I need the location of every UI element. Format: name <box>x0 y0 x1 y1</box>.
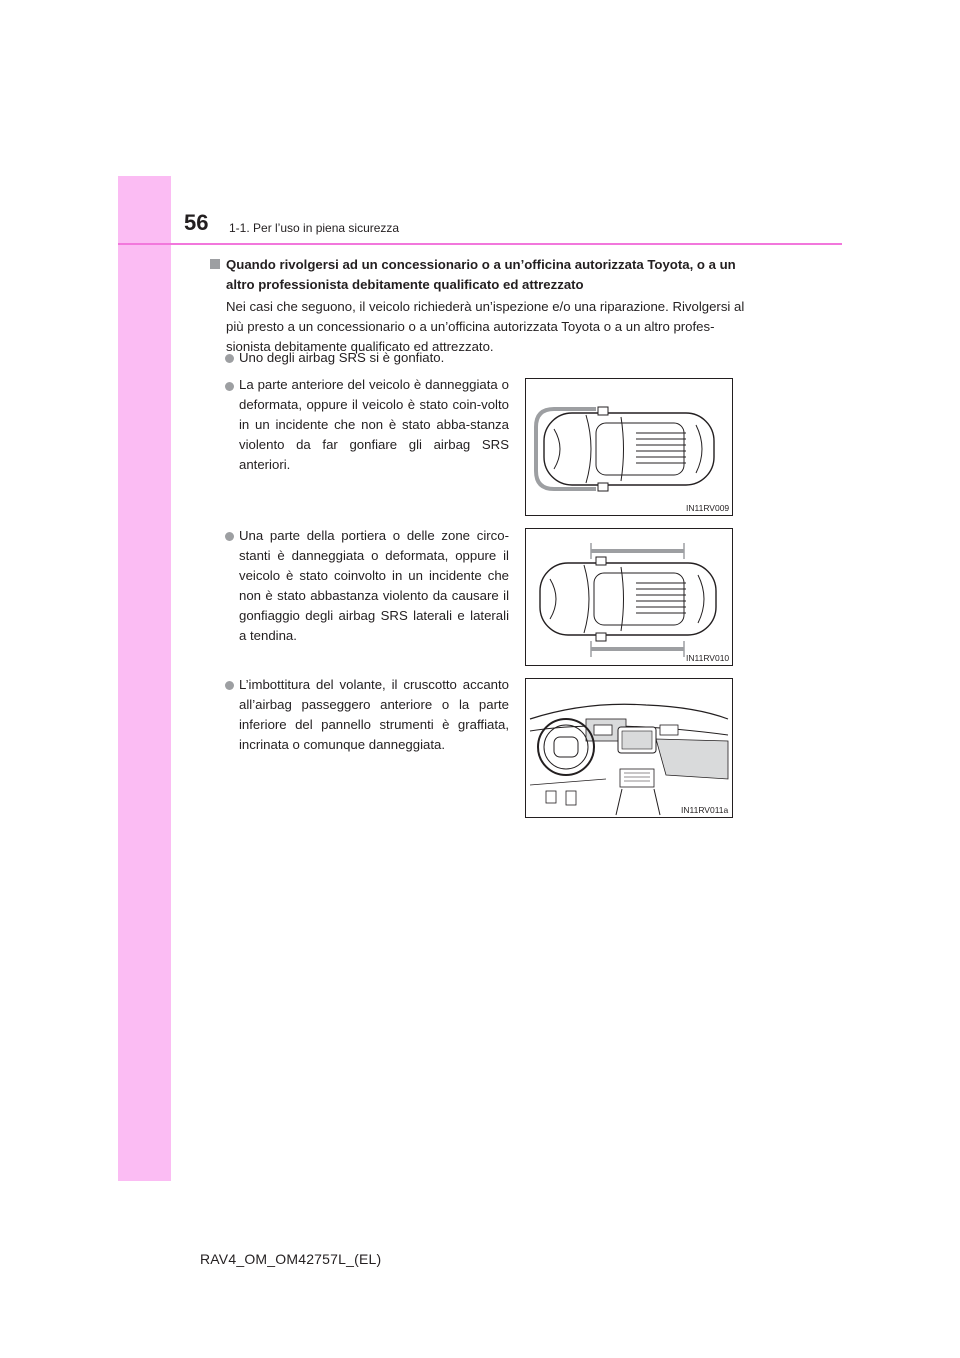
page-number: 56 <box>184 210 209 235</box>
bullet-item-2: La parte anteriore del veicolo è danneggiata o deformata, oppure il veicolo è stato coin-volto in un incidente che non è stato abba-stanza violento da far gonfiare gli airbag SRS anteriori. <box>239 377 509 472</box>
figure-label: IN11RV009 <box>686 503 730 513</box>
document-code: RAV4_OM_OM42757L_(EL) <box>200 1251 382 1267</box>
dashboard-illustration <box>526 679 732 817</box>
figure-side-damage <box>525 528 733 666</box>
square-bullet-icon <box>210 259 220 269</box>
bullet-item-3: Una parte della portiera o delle zone circo-stanti è danneggiata o deformata, oppure il veicolo è stato coinvolto in un incidente che non è stato abbastanza violento da causare il gonfiaggio degli airbag SRS laterali e laterali a tendina. <box>239 528 509 643</box>
car-top-view-front-illustration <box>526 379 732 515</box>
figure-label: IN11RV010 <box>686 653 730 663</box>
bullet-item-1: Uno degli airbag SRS si è gonfiato. <box>239 350 445 365</box>
figure-label: IN11RV011a <box>681 805 729 815</box>
bullet-dot-icon <box>225 382 234 391</box>
car-top-view-side-illustration <box>526 529 732 665</box>
figure-dashboard-damage <box>525 678 733 818</box>
figure-front-damage <box>525 378 733 516</box>
section-heading: Quando rivolgersi ad un concessionario o a un’officina autorizzata Toyota, o a un altro professionista debitamente qualificato ed attrezzato <box>226 257 736 292</box>
header-divider <box>118 243 842 245</box>
bullet-dot-icon <box>225 354 234 363</box>
bullet-item-4: L’imbottitura del volante, il cruscotto accanto all’airbag passeggero anteriore o la parte inferiore del pannello strumenti è graffiata, incrinata o comunque danneggiata. <box>239 677 509 752</box>
bullet-dot-icon <box>225 681 234 690</box>
bullet-dot-icon <box>225 532 234 541</box>
section-title: 1-1. Per l’uso in piena sicurezza <box>229 221 400 235</box>
pink-sidebar-tab <box>118 176 171 1181</box>
intro-paragraph: Nei casi che seguono, il veicolo richiederà un’ispezione e/o una riparazione. Rivolgersi al più presto a un concessionario o a un’officina autorizzata Toyota o a un altro profes-sionista debitamente qualificato ed attrezzato. <box>226 299 745 354</box>
